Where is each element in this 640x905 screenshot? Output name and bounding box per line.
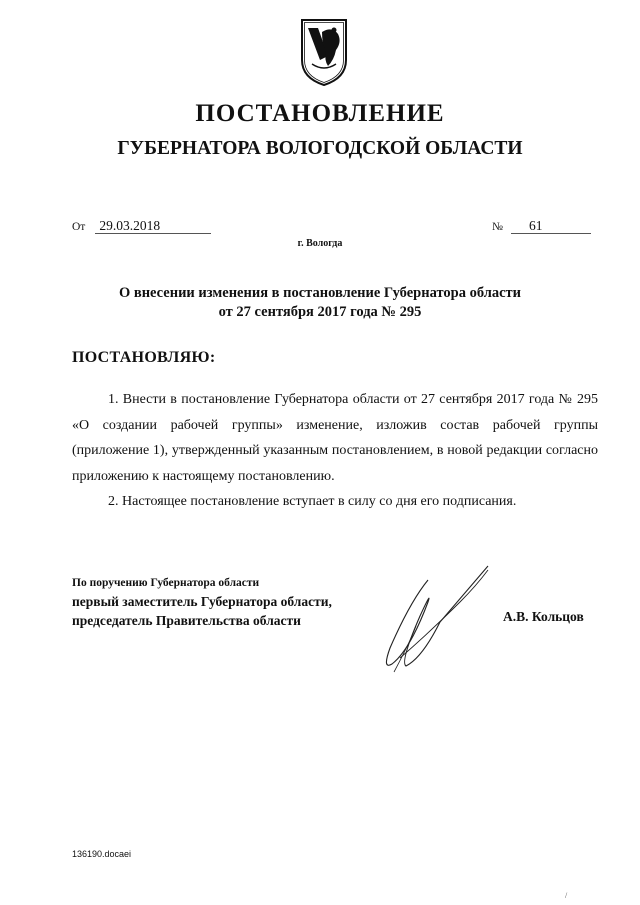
document-body — [72, 387, 598, 515]
document-issuer: ГУБЕРНАТОРА ВОЛОГОДСКОЙ ОБЛАСТИ — [117, 138, 523, 159]
number-field — [492, 218, 591, 234]
handwritten-signature — [370, 562, 510, 682]
document-title: ПОСТАНОВЛЕНИЕ — [195, 100, 445, 127]
signatory-line-2: первый заместитель Губернатора области, — [72, 594, 332, 609]
decree-heading: ПОСТАНОВЛЯЮ: — [72, 349, 216, 366]
signatory-line-3: председатель Правительства области — [72, 613, 301, 628]
paragraph-1: 1. Внести в постановление Губернатора области от 27 сентября 2017 года № 295 «О создании рабочей группы» изменение, изложив состав рабочей группы (приложение 1), утвержденный указанным постановлением, в новой редакции согласно приложению к настоящему постановлению. — [72, 392, 598, 484]
corner-mark: / — [565, 891, 568, 900]
subject-line-1: О внесении изменения в постановление Губернатора области — [118, 285, 522, 301]
signatory-line-1: По поручению Губернатора области — [72, 577, 260, 589]
date-label: От — [72, 221, 86, 233]
file-reference: 136190.docaei — [72, 849, 132, 859]
date-field — [72, 218, 211, 234]
document-subject — [0, 284, 640, 322]
date-value: 29.03.2018 — [95, 219, 211, 234]
number-value: 61 — [511, 219, 591, 234]
subject-line-2: от 27 сентября 2017 года № 295 — [218, 304, 422, 320]
paragraph-2: 2. Настоящее постановление вступает в силу со дня его подписания. — [108, 494, 517, 509]
city: г. Вологда — [297, 238, 343, 249]
signatory-name: А.В. Кольцов — [503, 609, 584, 624]
coat-of-arms-icon — [298, 16, 350, 88]
signatory-title — [72, 575, 332, 630]
number-label: № — [492, 221, 503, 233]
